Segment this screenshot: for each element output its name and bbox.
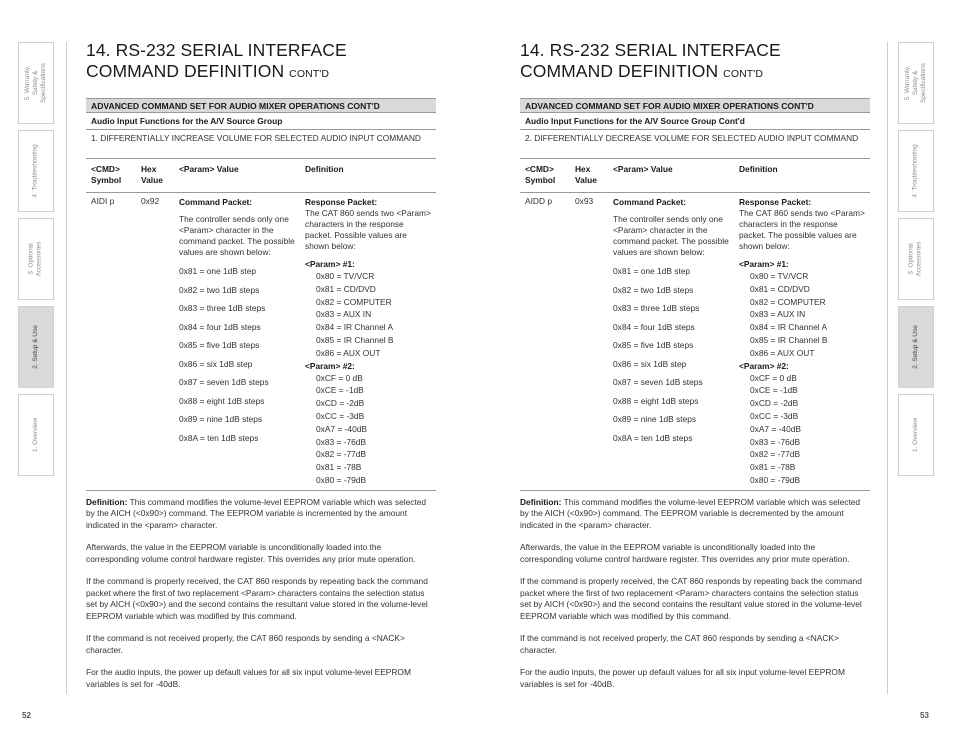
tab-warranty-right[interactable] xyxy=(898,42,934,124)
step-item: 0x84 = four 1dB steps xyxy=(179,321,261,332)
tab-warranty[interactable] xyxy=(18,42,54,124)
response-packet-label: Response Packet: xyxy=(305,197,378,207)
tab-warranty-right-label: 5. Warranty, Safety & Specifications xyxy=(904,62,928,104)
param1-value: 0x85 = IR Channel B xyxy=(316,334,394,345)
param1-value: 0x80 = TV/VCR xyxy=(316,271,375,281)
command-title: 1. DIFFERENTIALLY INCREASE VOLUME FOR SELECTED AUDIO INPUT COMMAND xyxy=(86,130,436,159)
tab-optional-accessories[interactable] xyxy=(18,218,54,300)
step-item: 0x86 = six 1dB step xyxy=(179,358,253,369)
col-symbol: <CMD> Symbol xyxy=(91,164,122,185)
paragraph: If the command is not received properly, the CAT 860 responds by sending a <NACK> character. xyxy=(86,633,405,655)
step-list xyxy=(613,266,739,451)
param2-value: 0xCC = -3dB xyxy=(750,410,799,421)
table-row xyxy=(520,193,870,491)
section-header: ADVANCED COMMAND SET FOR AUDIO MIXER OPERATIONS CONT'D xyxy=(86,98,436,113)
paragraph: For the audio inputs, the power up default values for all six input volume-level EEPROM variables is set for -40dB. xyxy=(86,667,411,689)
title-line1: 14. RS-232 SERIAL INTERFACE xyxy=(86,40,347,60)
col-hex: Hex Value xyxy=(141,164,163,185)
cell-symbol: AIDD p xyxy=(525,196,552,206)
response-packet-desc: The CAT 860 sends two <Param> characters in the response packet. Possible values are shown below: xyxy=(305,208,431,251)
col-symbol: <CMD> Symbol xyxy=(525,164,556,185)
right-margin-rule xyxy=(887,42,888,694)
step-item: 0x87 = seven 1dB steps xyxy=(613,377,703,387)
title-cont: CONT'D xyxy=(723,68,764,80)
param2-value: 0x82 = -77dB xyxy=(750,449,801,460)
definition-paragraph xyxy=(520,497,870,532)
cell-symbol: AIDI p xyxy=(91,196,115,206)
step-item: 0x81 = one 1dB step xyxy=(613,266,691,276)
step-item: 0x8A = ten 1dB steps xyxy=(613,432,693,443)
param2-value: 0xCF = 0 dB xyxy=(750,372,797,383)
param2-value: 0x81 = -78B xyxy=(750,462,796,473)
command-packet-label: Command Packet: xyxy=(179,197,253,207)
tab-setup-use[interactable] xyxy=(18,306,54,388)
param1-value: 0x84 = IR Channel A xyxy=(750,322,828,333)
title-line1: 14. RS-232 SERIAL INTERFACE xyxy=(520,40,781,60)
paragraph: Afterwards, the value in the EEPROM variable is unconditionally loaded into the corresponding volume control hardware register. This overrides any prior mute operation. xyxy=(520,542,850,564)
title-cont: CONT'D xyxy=(289,68,330,80)
param1-value: 0x83 = AUX IN xyxy=(316,309,372,320)
param1-label: <Param> #1: xyxy=(305,259,355,269)
subheader: Audio Input Functions for the A/V Source Group xyxy=(86,113,436,130)
step-item: 0x82 = two 1dB steps xyxy=(179,284,260,295)
left-margin-rule xyxy=(66,42,67,694)
subheader: Audio Input Functions for the A/V Source Group Cont'd xyxy=(520,113,870,130)
paragraph: If the command is not received properly, the CAT 860 responds by sending a <NACK> character. xyxy=(520,633,839,655)
left-section-tabs xyxy=(18,42,54,482)
param2-value: 0x83 = -76dB xyxy=(316,436,367,447)
col-param: <Param> Value xyxy=(613,164,673,174)
col-param: <Param> Value xyxy=(179,164,239,174)
param2-value: 0xA7 = -40dB xyxy=(316,423,367,434)
tab-setup-use-right[interactable] xyxy=(898,306,934,388)
param2-value: 0xCE = -1dB xyxy=(316,385,364,396)
step-item: 0x81 = one 1dB step xyxy=(179,266,257,276)
col-hex: Hex Value xyxy=(575,164,597,185)
param2-value: 0xCD = -2dB xyxy=(316,398,365,409)
definition-text xyxy=(520,497,870,691)
section-header: ADVANCED COMMAND SET FOR AUDIO MIXER OPERATIONS CONT'D xyxy=(520,98,870,113)
param2-label: <Param> #2: xyxy=(739,360,789,371)
paragraph: If the command is properly received, the CAT 860 responds by repeating back the command packet where the first of two replacement <Param> characters contains the selection status set by AICH (<0x90>) and the second contains the resultant value stored in the volume-level EEPROM variable which was modified by this command. xyxy=(86,576,428,621)
table-header xyxy=(520,159,870,193)
paragraph: If the command is properly received, the CAT 860 responds by repeating back the command packet where the first of two replacement <Param> characters contains the selection status set by AICH (<0x90>) and the second contains the resultant value stored in the volume-level EEPROM variable which was modified by this command. xyxy=(520,576,862,621)
param1-value: 0x81 = CD/DVD xyxy=(750,283,810,294)
command-packet-desc: The controller sends only one <Param> character in the command packet. The possible values are shown below: xyxy=(613,214,729,257)
tab-overview-right-label: 1. Overview xyxy=(912,417,920,453)
param1-value: 0x82 = COMPUTER xyxy=(316,296,392,307)
param1-value: 0x86 = AUX OUT xyxy=(316,347,381,358)
param1-value: 0x84 = IR Channel A xyxy=(316,322,394,333)
cell-param xyxy=(179,196,305,487)
step-item: 0x88 = eight 1dB steps xyxy=(179,395,265,406)
param2-value: 0x80 = -79dB xyxy=(750,474,801,485)
command-title: 2. DIFFERENTIALLY DECREASE VOLUME FOR SELECTED AUDIO INPUT COMMAND xyxy=(520,130,870,159)
param2-value: 0x81 = -78B xyxy=(316,462,362,473)
page-title xyxy=(86,40,436,85)
param1-value: 0x81 = CD/DVD xyxy=(316,283,376,294)
definition-paragraph xyxy=(86,497,436,532)
response-packet-label: Response Packet: xyxy=(739,197,812,207)
definition-body: This command modifies the volume-level EEPROM variable which was selected by the AICH (<0x90>) command. The EEPROM variable is decremented by the amount indicated in the <param> character. xyxy=(520,496,861,530)
param2-value: 0xCD = -2dB xyxy=(750,398,799,409)
tab-optional-accessories-right-label: 3. Optional Accessories xyxy=(908,241,924,277)
tab-optional-accessories-label: 3. Optional Accessories xyxy=(28,241,44,277)
param1-value: 0x83 = AUX IN xyxy=(750,309,806,320)
definition-label: Definition: xyxy=(86,496,128,507)
param2-value: 0x80 = -79dB xyxy=(316,474,367,485)
param1-value: 0x82 = COMPUTER xyxy=(750,296,826,307)
tab-troubleshooting-label: 4. Troubleshooting xyxy=(32,144,40,198)
param1-value: 0x85 = IR Channel B xyxy=(750,334,828,345)
param2-value: 0xA7 = -40dB xyxy=(750,423,801,434)
tab-warranty-label: 5. Warranty, Safety & Specifications xyxy=(24,62,48,104)
cell-hex: 0x92 xyxy=(141,196,160,206)
definition-label: Definition: xyxy=(520,496,562,507)
tab-setup-use-right-label: 2. Setup & Use xyxy=(912,325,920,369)
step-item: 0x86 = six 1dB step xyxy=(613,358,687,369)
tab-overview-label: 1. Overview xyxy=(32,417,40,453)
response-packet-desc: The CAT 860 sends two <Param> characters in the response packet. The possible values are shown below: xyxy=(739,208,865,251)
step-item: 0x82 = two 1dB steps xyxy=(613,284,694,295)
cell-hex: 0x93 xyxy=(575,196,594,206)
definition-text xyxy=(86,497,436,691)
step-list xyxy=(179,266,305,451)
left-page xyxy=(86,40,436,701)
param1-value: 0x80 = TV/VCR xyxy=(750,271,809,281)
step-item: 0x83 = three 1dB steps xyxy=(613,303,700,313)
step-item: 0x88 = eight 1dB steps xyxy=(613,395,699,406)
tab-troubleshooting-right[interactable] xyxy=(898,130,934,212)
right-section-tabs xyxy=(898,42,934,482)
cell-definition xyxy=(305,196,435,487)
tab-overview-right[interactable] xyxy=(898,394,934,476)
param2-label: <Param> #2: xyxy=(305,360,355,371)
tab-optional-accessories-right[interactable] xyxy=(898,218,934,300)
param2-value: 0x82 = -77dB xyxy=(316,449,367,460)
right-page xyxy=(520,40,870,701)
command-packet-label: Command Packet: xyxy=(613,197,687,207)
paragraph: Afterwards, the value in the EEPROM variable is unconditionally loaded into the corresponding volume control hardware register. This overrides any prior mute operation. xyxy=(86,542,416,564)
cell-definition xyxy=(739,196,869,487)
tab-troubleshooting-right-label: 4. Troubleshooting xyxy=(912,144,920,198)
table-header xyxy=(86,159,436,193)
col-definition: Definition xyxy=(305,164,344,174)
step-item: 0x87 = seven 1dB steps xyxy=(179,377,269,387)
col-definition: Definition xyxy=(739,164,778,174)
step-item: 0x89 = nine 1dB steps xyxy=(613,414,697,424)
cell-param xyxy=(613,196,739,487)
param2-value: 0xCC = -3dB xyxy=(316,410,365,421)
title-line2: COMMAND DEFINITION xyxy=(520,61,719,81)
param2-value: 0xCF = 0 dB xyxy=(316,372,363,383)
step-item: 0x85 = five 1dB steps xyxy=(613,340,694,350)
tab-overview[interactable] xyxy=(18,394,54,476)
param1-value: 0x86 = AUX OUT xyxy=(750,347,815,358)
param2-value: 0xCE = -1dB xyxy=(750,385,798,396)
page-title xyxy=(520,40,870,85)
command-packet-desc: The controller sends only one <Param> character in the command packet. The possible values are shown below: xyxy=(179,214,295,257)
page-number-right: 53 xyxy=(920,711,929,720)
step-item: 0x89 = nine 1dB steps xyxy=(179,414,263,424)
paragraph: For the audio inputs, the power up default values for all six input volume-level EEPROM variables is set for -40dB. xyxy=(520,667,845,689)
tab-troubleshooting[interactable] xyxy=(18,130,54,212)
step-item: 0x83 = three 1dB steps xyxy=(179,303,266,313)
step-item: 0x8A = ten 1dB steps xyxy=(179,432,259,443)
param2-value: 0x83 = -76dB xyxy=(750,436,801,447)
tab-setup-use-label: 2. Setup & Use xyxy=(32,325,40,369)
page-number-left: 52 xyxy=(22,711,31,720)
step-item: 0x85 = five 1dB steps xyxy=(179,340,260,350)
param1-label: <Param> #1: xyxy=(739,259,789,269)
title-line2: COMMAND DEFINITION xyxy=(86,61,285,81)
definition-body: This command modifies the volume-level EEPROM variable which was selected by the AICH (<0x90>) command. The EEPROM variable is incremented by the amount indicated in the <param> character. xyxy=(86,496,427,530)
step-item: 0x84 = four 1dB steps xyxy=(613,321,695,332)
table-row xyxy=(86,193,436,491)
